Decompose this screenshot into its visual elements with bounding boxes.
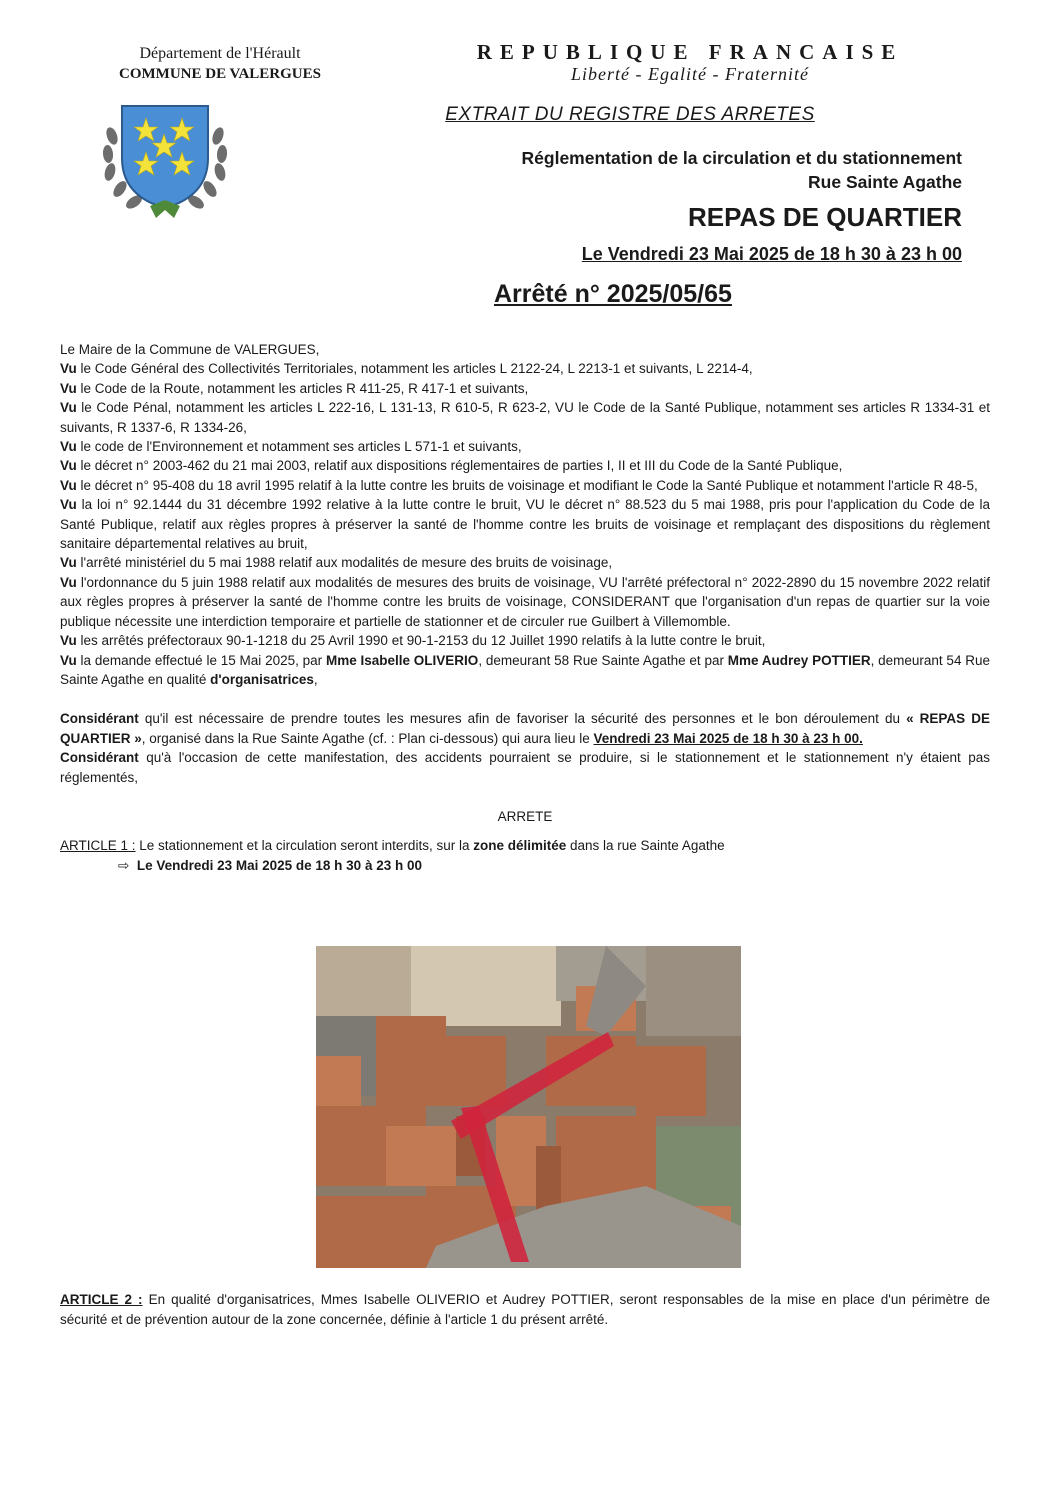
zone-delimitee: zone délimitée: [473, 838, 567, 854]
event-title: REPAS DE QUARTIER: [688, 202, 962, 232]
vu-item: Vu le décret n° 2003-462 du 21 mai 2003, relatif aux dispositions réglementaires de parties I, II et III du Code de la Santé Publique,: [60, 458, 843, 474]
considerant-2: Considérant qu'à l'occasion de cette manifestation, des accidents pourraient se produire, si le stationnement et le stationnement n'y étaient pas réglementés,: [60, 750, 990, 785]
event-name-inline: « REPAS DE QUARTIER »: [60, 711, 990, 746]
vu-label: Vu: [60, 574, 77, 590]
event-date-inline: Vendredi 23 Mai 2025 de 18 h 30 à 23 h 00.: [593, 730, 863, 746]
vu-label: Vu: [60, 361, 77, 377]
vu-item: Vu la loi n° 92.1444 du 31 décembre 1992 relative à la lutte contre le bruit, VU le décret n° 88.523 du 5 mai 1988, pris pour l'application du Code de la Santé Publique, relatif aux règles propres à préserver la santé de l'homme contre les bruits de voisinage et remplaçant des dispositions du règlement sanitaire départemental relatives au bruit,: [60, 497, 990, 552]
vu-label: Vu: [60, 458, 77, 474]
vu-label: Vu: [60, 477, 77, 493]
vu-label: Vu: [60, 633, 77, 649]
vu-item: Vu le décret n° 95-408 du 18 avril 1995 relatif à la lutte contre les bruits de voisinage et modifiant le Code la Santé Publique et notamment l'article R 48-5,: [60, 477, 978, 493]
republic-title: REPUBLIQUE FRANCAISE: [476, 40, 904, 64]
considerant-label: Considérant: [60, 750, 139, 766]
preamble-section: [60, 340, 990, 875]
organizer-name-1: Mme Isabelle OLIVERIO: [325, 652, 479, 668]
arrow-icon: ⇨: [118, 857, 130, 873]
article-1: ARTICLE 1 : Le stationnement et la circulation seront interdits, sur la zone délimitée dans la rue Sainte Agathe: [60, 838, 725, 854]
event-date: Le Vendredi 23 Mai 2025 de 18 h 30 à 23 h 00: [581, 244, 962, 264]
vu-demande-item: Vu la demande effectué le 15 Mai 2025, par Mme Isabelle OLIVERIO, demeurant 58 Rue Sainte Agathe et par Mme Audrey POTTIER, demeurant 54 Rue Sainte Agathe en qualité d'organisatrices,: [60, 652, 990, 687]
vu-label: Vu: [60, 497, 77, 513]
republic-motto: Liberté - Egalité - Fraternité: [571, 64, 809, 84]
department-label: Département de l'Hérault: [139, 45, 301, 62]
vu-item: Vu le code de l'Environnement et notamment ses articles L 571-1 et suivants,: [60, 439, 522, 455]
organizer-name-2: Mme Audrey POTTIER: [727, 652, 871, 668]
vu-item: Vu le Code Pénal, notamment les articles L 222-16, L 131-13, R 610-5, R 623-2, VU le Code de la Santé Publique, notamment ses articles R 1334-31 et suivants, R 1337-6, R 1334-26,: [60, 400, 990, 435]
vu-item: Vu le Code Général des Collectivités Territoriales, notamment les articles L 2122-24, L 2213-1 et suivants, L 2214-4,: [60, 361, 753, 377]
vu-label: Vu: [60, 400, 77, 416]
organizer-role: d'organisatrices: [210, 671, 314, 687]
register-extract-heading: EXTRAIT DU REGISTRE DES ARRETES: [445, 104, 815, 125]
aerial-map-image: [316, 946, 741, 1268]
considerant-1: Considérant qu'il est nécessaire de prendre toutes les mesures afin de favoriser la sécurité des personnes et le bon déroulement du « REPAS DE QUARTIER », organisé dans la Rue Sainte Agathe (cf. : Plan ci-dessous) qui aura lieu le Vendredi 23 Mai 2025 de 18 h 30 à 23 h 00.: [60, 711, 990, 746]
arrete-heading: ARRETE: [497, 808, 553, 824]
arrete-number: Arrêté n° 2025/05/65: [494, 280, 732, 308]
article-2: ARTICLE 2 : En qualité d'organisatrices, Mmes Isabelle OLIVERIO et Audrey POTTIER, seront responsables de la mise en place d'un périmètre de sécurité et de prévention autour de la zone concernée, définie à l'article 1 du présent arrêté.: [60, 1292, 990, 1327]
article-2-label: ARTICLE 2 :: [60, 1292, 143, 1307]
article-1-label: ARTICLE 1 :: [60, 838, 136, 854]
vu-item: Vu les arrêtés préfectoraux 90-1-1218 du 25 Avril 1990 et 90-1-2153 du 12 Juillet 1990 relatifs à la lutte contre le bruit,: [60, 633, 766, 649]
vu-item: Vu l'arrêté ministériel du 5 mai 1988 relatif aux modalités de mesure des bruits de voisinage,: [60, 555, 613, 571]
considerant-label: Considérant: [60, 711, 139, 727]
commune-label: COMMUNE DE VALERGUES: [119, 66, 321, 82]
vu-label: Vu: [60, 439, 77, 455]
maire-line: Le Maire de la Commune de VALERGUES,: [60, 342, 320, 357]
regulation-title-line1: Réglementation de la circulation et du stationnement: [521, 148, 962, 168]
regulation-title-line2: Rue Sainte Agathe: [808, 172, 962, 192]
vu-label: Vu: [60, 652, 77, 668]
valergues-coat-of-arms-icon: [100, 96, 230, 226]
vu-item: Vu le Code de la Route, notamment les articles R 411-25, R 417-1 et suivants,: [60, 380, 529, 396]
vu-label: Vu: [60, 380, 77, 396]
vu-item: Vu l'ordonnance du 5 juin 1988 relatif aux modalités de mesures des bruits de voisinage, VU l'arrêté préfectoral n° 2022-2890 du 15 novembre 2022 relatif aux règles propres à préserver la santé de l'homme contre les bruits de voisinage, CONSIDERANT que l'organisation d'un repas de quartier sur la voie publique nécessite une interdiction temporaire et partielle de stationner et de circuler rue Guilbert à Villemomble.: [60, 574, 990, 629]
vu-label: Vu: [60, 555, 77, 571]
article-1-date: ⇨ Le Vendredi 23 Mai 2025 de 18 h 30 à 23 h 00: [118, 857, 422, 873]
